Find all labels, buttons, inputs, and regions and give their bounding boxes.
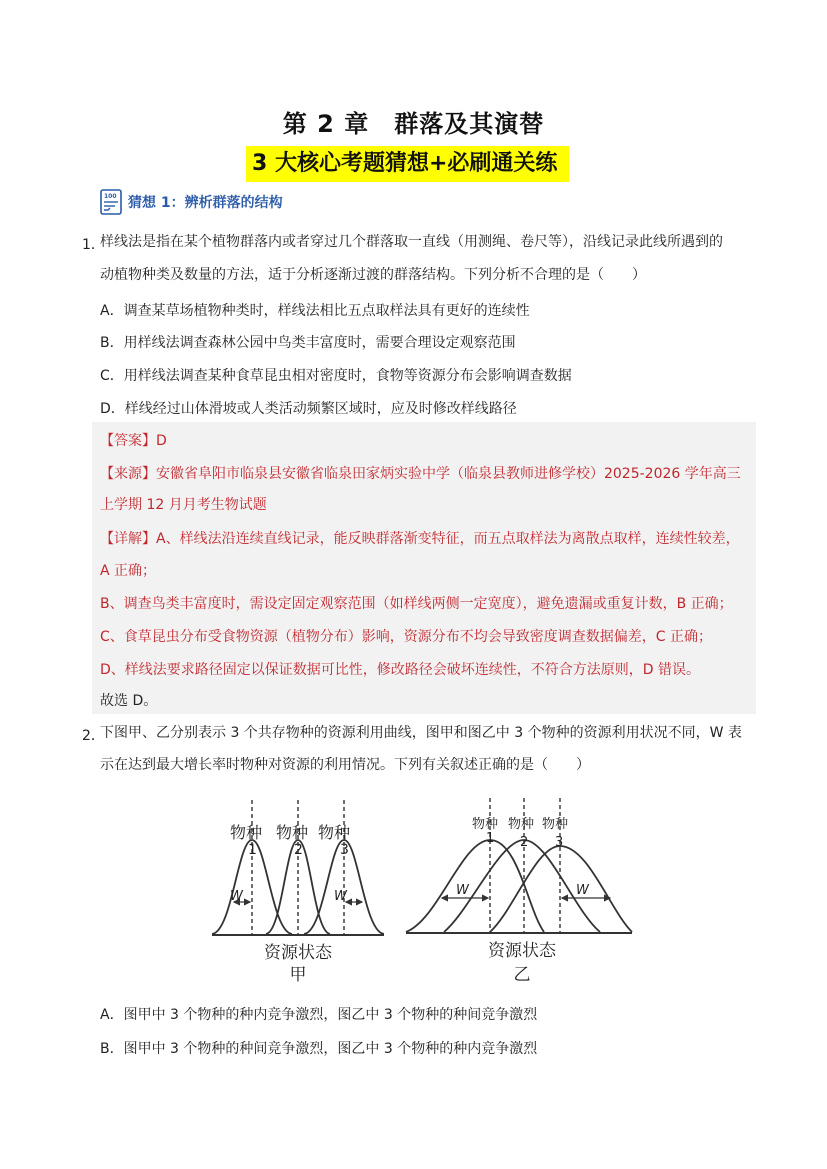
jia-w-label-right: W xyxy=(334,889,347,904)
yi-w-label-right: W xyxy=(576,883,589,898)
jia-number-1: 1 xyxy=(248,842,257,858)
q2-option-a: A．图甲中 3 个物种的种内竞争激烈，图乙中 3 个物种的种间竞争激烈 xyxy=(100,1007,538,1023)
jia-number-3: 3 xyxy=(340,842,349,858)
q1-detail-line5: D、样线法要求路径固定以保证数据可比性，修改路径会破坏连续性，不符合方法原则，D 错误。 xyxy=(100,662,701,678)
yi-species-3: 物种 xyxy=(542,817,569,832)
q1-detail-line2: A 正确； xyxy=(100,563,157,579)
q1-option-a: A．调查某草场植物种类时，样线法相比五点取样法具有更好的连续性 xyxy=(100,303,530,319)
q1-source-line1: 【来源】安徽省阜阳市临泉县安徽省临泉田家炳实验中学（临泉县教师进修学校）2025-2026 学年高三 xyxy=(100,466,741,482)
q1-detail-line1: 【详解】A、样线法沿连续直线记录，能反映群落渐变特征，而五点取样法为离散点取样，连续性较差， xyxy=(100,531,740,547)
jia-number-2: 2 xyxy=(294,842,303,858)
q1-source-line2: 上学期 12 月月考生物试题 xyxy=(100,497,267,513)
chapter-title: 第 2 章 群落及其演替 xyxy=(282,110,545,138)
q2-number: 2． xyxy=(82,728,105,744)
yi-number-1: 1 xyxy=(486,831,495,846)
jia-species-1: 物种 xyxy=(230,823,263,842)
yi-curve-3 xyxy=(490,846,632,932)
jia-caption: 甲 xyxy=(289,965,307,985)
q1-conclusion: 故选 D。 xyxy=(100,693,158,709)
q1-stem-line2: 动植物种类及数量的方法，适于分析逐渐过渡的群落结构。下列分析不合理的是（ ） xyxy=(100,267,646,283)
q1-answer: 【答案】D xyxy=(100,433,167,449)
svg-text:100: 100 xyxy=(104,193,117,200)
q2-option-b: B．图甲中 3 个物种的种间竞争激烈，图乙中 3 个物种的种内竞争激烈 xyxy=(100,1041,538,1057)
q1-number: 1． xyxy=(82,237,105,253)
yi-x-label: 资源状态 xyxy=(488,941,556,961)
guess-label: 猜想 1：辨析群落的结构 xyxy=(128,195,283,211)
q1-option-c: C．用样线法调查某种食草昆虫相对密度时，食物等资源分布会影响调查数据 xyxy=(100,368,572,384)
yi-species-2: 物种 xyxy=(508,817,535,832)
q1-detail-line4: C、食草昆虫分布受食物资源（植物分布）影响，资源分布不均会导致密度调查数据偏差，C 正确； xyxy=(100,629,712,645)
exam-paper-icon xyxy=(100,189,122,215)
yi-number-2: 2 xyxy=(520,835,529,850)
jia-species-2: 物种 xyxy=(276,823,309,842)
jia-w-label-left: W xyxy=(230,889,243,904)
q1-stem-line1: 样线法是指在某个植物群落内或者穿过几个群落取一直线（用测绳、卷尺等），沿线记录此线所遇到的 xyxy=(100,234,723,250)
jia-species-3: 物种 xyxy=(318,823,351,842)
resource-utilization-figure xyxy=(200,790,640,986)
q2-stem-line1: 下图甲、乙分别表示 3 个共存物种的资源利用曲线，图甲和图乙中 3 个物种的资源利用状况不同，W 表 xyxy=(100,725,742,741)
yi-species-1: 物种 xyxy=(472,817,499,832)
yi-number-3: 3 xyxy=(555,835,564,850)
yi-caption: 乙 xyxy=(513,965,531,985)
figure-yi xyxy=(406,798,632,985)
figure-jia xyxy=(212,800,384,985)
q1-detail-line3: B、调查鸟类丰富度时，需设定固定观察范围（如样线两侧一定宽度），避免遗漏或重复计数，B 正确； xyxy=(100,596,733,612)
q2-stem-line2: 示在达到最大增长率时物种对资源的利用情况。下列有关叙述正确的是（ ） xyxy=(100,757,590,773)
q1-option-b: B．用样线法调查森林公园中鸟类丰富度时，需要合理设定观察范围 xyxy=(100,335,516,351)
section-subtitle: 3 大核心考题猜想+必刷通关练 xyxy=(246,146,569,182)
guess-heading xyxy=(100,188,283,216)
yi-w-label-left: W xyxy=(456,883,469,898)
q1-option-d: D．样线经过山体滑坡或人类活动频繁区域时，应及时修改样线路径 xyxy=(100,401,517,417)
jia-x-label: 资源状态 xyxy=(264,943,332,963)
